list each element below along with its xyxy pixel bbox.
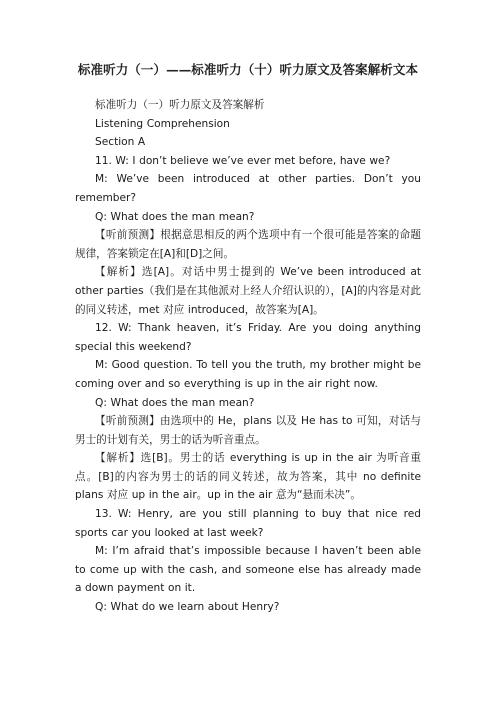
paragraph-q13-man: M: I’m afraid that’s impossible because I haven’t been able to come up with the cash, and someone else has already made a down payment on it. <box>75 545 421 595</box>
paragraph-q12-question: Q: What does the man mean? <box>95 396 255 409</box>
paragraph-section-heading: Listening Comprehension <box>95 117 230 130</box>
paragraph-q13-woman: 13. W: Henry, are you still planning to buy that nice red sports car you looked at last week? <box>75 508 421 539</box>
paragraph-q11-prediction: 【听前预测】根据意思相反的两个选项中有一个很可能是答案的命题规律，答案锁定在[A]和[D]之间。 <box>75 229 421 260</box>
paragraph-q12-man: M: Good question. To tell you the truth, my brother might be coming over and so everything is up in the air right now. <box>75 359 421 390</box>
paragraph-q12-woman: 12. W: Thank heaven, it’s Friday. Are you doing anything special this weekend? <box>75 322 421 353</box>
paragraph-q11-man: M: We’ve been introduced at other parties. Don’t you remember? <box>75 173 421 204</box>
paragraph-section-a: Section A <box>95 136 146 149</box>
paragraph-q11-woman: 11. W: I don’t believe we’ve ever met before, have we? <box>95 154 391 167</box>
paragraph-q11-analysis: 【解析】选[A]。对话中男士提到的 We’ve been introduced at other parties（我们是在其他派对上经人介绍认识的），[A]的内容是对此的同义转述，met 对应 introduced，故答案为[A]。 <box>75 266 421 316</box>
paragraph-q12-analysis: 【解析】选[B]。男士的话 everything is up in the air 为听音重点。[B]的内容为男士的话的同义转述，故为答案，其中 no definite plans 对应 up in the air。up in the air 意为“悬而未决”。 <box>75 452 421 502</box>
paragraph-q11-question: Q: What does the man mean? <box>95 210 255 223</box>
paragraph-subtitle: 标准听力（一）听力原文及答案解析 <box>95 99 265 111</box>
paragraph-q12-prediction: 【听前预测】由选项中的 He，plans 以及 He has to 可知，对话与男士的计划有关，男士的话为听音重点。 <box>75 415 421 446</box>
document-title: 标准听力（一）——标准听力（十）听力原文及答案解析文本 <box>77 62 419 77</box>
paragraph-q13-question: Q: What do we learn about Henry? <box>95 601 280 614</box>
